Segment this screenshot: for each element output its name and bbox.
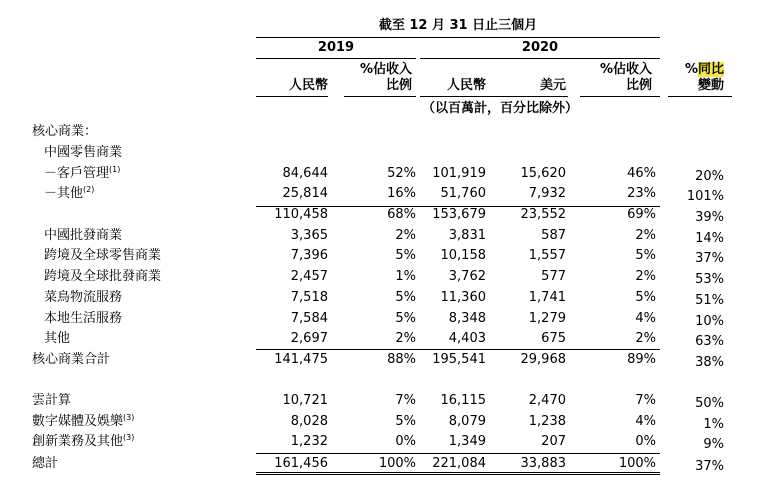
row-label-text: 創新業務及其他 bbox=[32, 434, 124, 449]
cell-usd-2020: 2,470 bbox=[528, 393, 566, 408]
row-label bbox=[44, 186, 94, 202]
cell-rmb-2019: 7,518 bbox=[290, 290, 328, 305]
col-rmb-2020: 人民幣 bbox=[446, 78, 486, 93]
cell-pct-2019: 16% bbox=[387, 186, 416, 201]
footnote-ref: (2) bbox=[83, 185, 95, 194]
cell-pct-2020: 100% bbox=[618, 456, 656, 471]
year-2019-header: 2019 bbox=[317, 40, 355, 55]
cell-pct-2019: 68% bbox=[387, 207, 416, 222]
cell-rmb-2019: 141,475 bbox=[274, 352, 328, 367]
year-2019-underline bbox=[256, 58, 416, 59]
cell-rmb-2019: 7,584 bbox=[290, 311, 328, 326]
row-label-text: 核心商業合計 bbox=[32, 352, 111, 367]
cell-pct-2020: 2% bbox=[635, 269, 656, 284]
cell-pct-2019: 7% bbox=[395, 393, 416, 408]
row-label bbox=[32, 393, 71, 409]
grand-total-double-rule bbox=[256, 472, 660, 475]
year-2020-underline bbox=[420, 58, 660, 59]
row-label bbox=[44, 228, 122, 244]
cell-pct-2019: 100% bbox=[378, 456, 416, 471]
unit-note: （以百萬計，百分比除外） bbox=[421, 101, 578, 116]
cell-pct-2019: 88% bbox=[387, 352, 416, 367]
cell-rmb-2020: 153,679 bbox=[432, 207, 486, 222]
cell-pct-2019: 0% bbox=[395, 434, 416, 449]
cell-yoy: 37% bbox=[695, 459, 724, 474]
row-label-text: 中國零售商業 bbox=[44, 145, 123, 160]
row-label bbox=[44, 269, 161, 285]
cell-pct-2019: 52% bbox=[387, 166, 416, 181]
cell-rmb-2020: 1,349 bbox=[448, 434, 486, 449]
cell-yoy: 10% bbox=[695, 314, 724, 329]
cell-pct-2020: 5% bbox=[635, 248, 656, 263]
cell-rmb-2019: 1,232 bbox=[290, 434, 328, 449]
col-pct-2019-line1: %佔收入 bbox=[359, 62, 412, 77]
cell-pct-2020: 7% bbox=[635, 393, 656, 408]
cell-rmb-2019: 25,814 bbox=[282, 186, 328, 201]
cell-usd-2020: 23,552 bbox=[520, 207, 566, 222]
cell-usd-2020: 577 bbox=[541, 269, 566, 284]
row-label-text: －客戶管理 bbox=[44, 166, 110, 181]
row-label bbox=[44, 331, 70, 347]
row-label-text: 雲計算 bbox=[32, 393, 72, 408]
row-label-text: 其他 bbox=[44, 331, 71, 346]
cell-rmb-2019: 2,697 bbox=[290, 331, 328, 346]
cell-yoy: 14% bbox=[695, 231, 724, 246]
row-label-text: 跨境及全球零售商業 bbox=[44, 248, 162, 263]
cell-pct-2019: 5% bbox=[395, 290, 416, 305]
cell-pct-2019: 5% bbox=[395, 414, 416, 429]
cell-yoy: 39% bbox=[695, 210, 724, 225]
cell-usd-2020: 1,279 bbox=[528, 311, 566, 326]
cell-usd-2020: 7,932 bbox=[528, 186, 566, 201]
cell-pct-2019: 1% bbox=[395, 269, 416, 284]
cell-pct-2020: 2% bbox=[635, 331, 656, 346]
cell-rmb-2019: 110,458 bbox=[274, 207, 328, 222]
cell-yoy: 101% bbox=[686, 189, 724, 204]
col-yoy-prefix: % bbox=[684, 62, 698, 77]
col-pct-2020-line2: 比例 bbox=[625, 78, 652, 93]
cell-rmb-2020: 10,158 bbox=[440, 248, 486, 263]
footnote-ref: (3) bbox=[123, 433, 135, 442]
cell-pct-2019: 2% bbox=[395, 331, 416, 346]
cell-rmb-2020: 4,403 bbox=[448, 331, 486, 346]
cell-yoy: 51% bbox=[695, 293, 724, 308]
cell-pct-2020: 23% bbox=[627, 186, 656, 201]
cell-usd-2020: 1,741 bbox=[528, 290, 566, 305]
header-rule-1 bbox=[256, 96, 328, 97]
cell-rmb-2020: 221,084 bbox=[432, 456, 486, 471]
year-2020-header: 2020 bbox=[521, 40, 559, 55]
col-yoy-line2: 變動 bbox=[697, 78, 724, 93]
cell-usd-2020: 587 bbox=[541, 228, 566, 243]
cell-yoy: 53% bbox=[695, 272, 724, 287]
cell-pct-2019: 2% bbox=[395, 228, 416, 243]
cell-rmb-2020: 8,079 bbox=[448, 414, 486, 429]
cell-usd-2020: 207 bbox=[541, 434, 566, 449]
row-label-text: 中國批發商業 bbox=[44, 228, 123, 243]
cell-rmb-2020: 8,348 bbox=[448, 311, 486, 326]
core-total-rule bbox=[256, 349, 660, 350]
cell-usd-2020: 1,238 bbox=[528, 414, 566, 429]
cell-pct-2019: 5% bbox=[395, 248, 416, 263]
header-rule-4 bbox=[580, 96, 660, 97]
header-rule-3 bbox=[420, 96, 568, 97]
header-rule-5 bbox=[668, 96, 732, 97]
cell-usd-2020: 29,968 bbox=[520, 352, 566, 367]
cell-yoy: 9% bbox=[703, 437, 724, 452]
cell-rmb-2020: 101,919 bbox=[432, 166, 486, 181]
cell-rmb-2019: 2,457 bbox=[290, 269, 328, 284]
col-yoy-highlight: 同比 bbox=[697, 62, 724, 77]
subtotal-rule bbox=[256, 206, 660, 207]
cell-usd-2020: 1,557 bbox=[528, 248, 566, 263]
row-label bbox=[44, 290, 122, 306]
row-label bbox=[44, 311, 122, 327]
cell-yoy: 20% bbox=[695, 169, 724, 184]
cell-pct-2019: 5% bbox=[395, 311, 416, 326]
cell-usd-2020: 675 bbox=[541, 331, 566, 346]
cell-rmb-2019: 84,644 bbox=[282, 166, 328, 181]
row-label-text: 核心商業： bbox=[32, 124, 98, 139]
cell-rmb-2020: 3,762 bbox=[448, 269, 486, 284]
cell-rmb-2020: 51,760 bbox=[440, 186, 486, 201]
col-rmb-2019: 人民幣 bbox=[288, 78, 328, 93]
row-label-text: 數字媒體及娛樂 bbox=[32, 414, 124, 429]
grand-total-rule bbox=[256, 453, 660, 454]
row-label bbox=[32, 414, 134, 430]
cell-pct-2020: 0% bbox=[635, 434, 656, 449]
row-label-text: 總計 bbox=[32, 456, 59, 471]
row-label bbox=[44, 248, 161, 264]
cell-yoy: 37% bbox=[695, 251, 724, 266]
cell-rmb-2019: 8,028 bbox=[290, 414, 328, 429]
col-pct-2020-line1: %佔收入 bbox=[599, 62, 652, 77]
footnote-ref: (1) bbox=[109, 165, 121, 174]
col-pct-2019-line2: 比例 bbox=[385, 78, 412, 93]
cell-rmb-2020: 3,831 bbox=[448, 228, 486, 243]
period-header: 截至 12 月 31 日止三個月 bbox=[378, 18, 538, 33]
cell-rmb-2019: 3,365 bbox=[290, 228, 328, 243]
cell-yoy: 50% bbox=[695, 396, 724, 411]
cell-yoy: 63% bbox=[695, 334, 724, 349]
row-label bbox=[32, 456, 58, 472]
cell-rmb-2019: 7,396 bbox=[290, 248, 328, 263]
cell-pct-2020: 5% bbox=[635, 290, 656, 305]
row-label bbox=[32, 434, 134, 450]
cell-rmb-2019: 161,456 bbox=[274, 456, 328, 471]
col-usd-2020: 美元 bbox=[539, 78, 566, 93]
cell-yoy: 1% bbox=[703, 417, 724, 432]
cell-pct-2020: 2% bbox=[635, 228, 656, 243]
cell-rmb-2019: 10,721 bbox=[282, 393, 328, 408]
col-yoy-line1 bbox=[660, 62, 724, 78]
cell-usd-2020: 15,620 bbox=[520, 166, 566, 181]
row-label bbox=[44, 145, 122, 161]
header-rule-2 bbox=[344, 96, 416, 97]
footnote-ref: (3) bbox=[123, 413, 135, 422]
cell-rmb-2020: 16,115 bbox=[440, 393, 486, 408]
cell-pct-2020: 46% bbox=[627, 166, 656, 181]
row-label-text: 本地生活服務 bbox=[44, 311, 123, 326]
period-underline bbox=[256, 37, 660, 38]
row-label bbox=[32, 124, 97, 140]
cell-rmb-2020: 195,541 bbox=[432, 352, 486, 367]
row-label bbox=[44, 166, 120, 182]
cell-yoy: 38% bbox=[695, 355, 724, 370]
row-label-text: －其他 bbox=[44, 186, 84, 201]
cell-usd-2020: 33,883 bbox=[520, 456, 566, 471]
cell-pct-2020: 89% bbox=[627, 352, 656, 367]
cell-pct-2020: 4% bbox=[635, 414, 656, 429]
cell-rmb-2020: 11,360 bbox=[440, 290, 486, 305]
cell-pct-2020: 69% bbox=[627, 207, 656, 222]
row-label-text: 跨境及全球批發商業 bbox=[44, 269, 162, 284]
row-label-text: 菜鳥物流服務 bbox=[44, 290, 123, 305]
row-label bbox=[32, 352, 110, 368]
cell-pct-2020: 4% bbox=[635, 311, 656, 326]
